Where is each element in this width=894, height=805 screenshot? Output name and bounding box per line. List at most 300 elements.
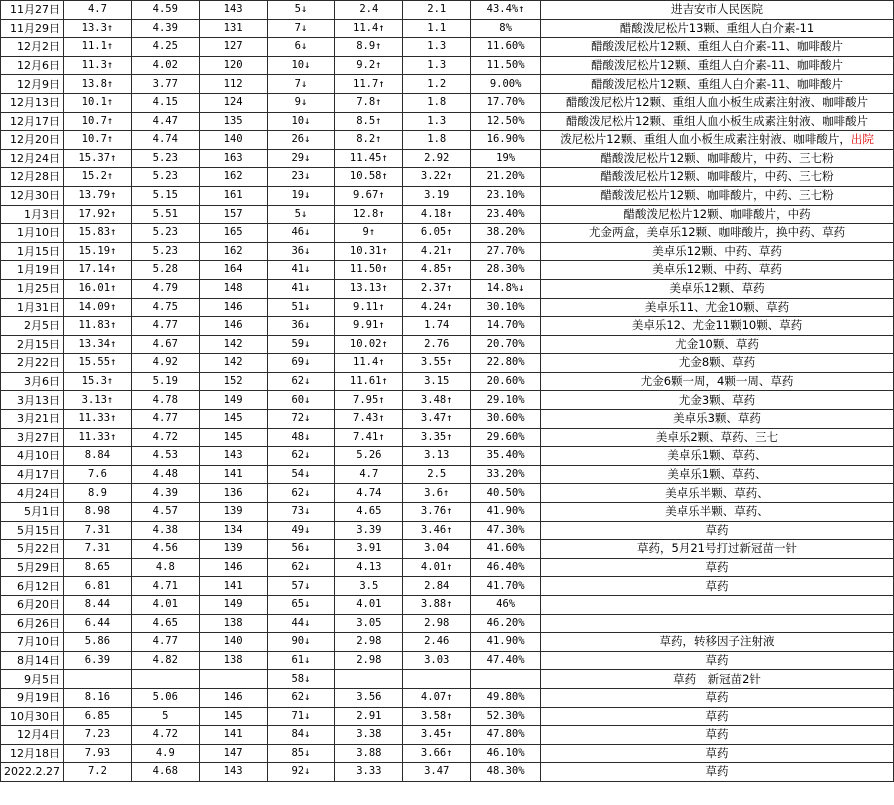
value-cell[interactable] bbox=[403, 56, 471, 75]
value-cell[interactable] bbox=[267, 93, 335, 112]
note-cell[interactable] bbox=[541, 38, 894, 57]
date-cell[interactable] bbox=[1, 75, 64, 94]
value-cell[interactable] bbox=[335, 484, 403, 503]
value-cell[interactable] bbox=[335, 688, 403, 707]
value-cell[interactable] bbox=[63, 577, 131, 596]
value-cell[interactable] bbox=[403, 763, 471, 782]
value-cell[interactable] bbox=[63, 688, 131, 707]
value-cell[interactable] bbox=[471, 540, 541, 559]
value-cell[interactable] bbox=[131, 372, 199, 391]
value-cell[interactable] bbox=[131, 335, 199, 354]
note-cell[interactable] bbox=[541, 1, 894, 20]
date-cell[interactable] bbox=[1, 726, 64, 745]
value-cell[interactable] bbox=[131, 614, 199, 633]
value-cell[interactable] bbox=[199, 688, 267, 707]
value-cell[interactable] bbox=[335, 168, 403, 187]
note-cell[interactable] bbox=[541, 372, 894, 391]
value-cell[interactable] bbox=[267, 112, 335, 131]
value-cell[interactable] bbox=[63, 707, 131, 726]
value-cell[interactable] bbox=[63, 763, 131, 782]
value-cell[interactable] bbox=[403, 428, 471, 447]
value-cell[interactable] bbox=[267, 633, 335, 652]
value-cell[interactable] bbox=[403, 465, 471, 484]
value-cell[interactable] bbox=[335, 503, 403, 522]
value-cell[interactable] bbox=[403, 186, 471, 205]
note-cell[interactable] bbox=[541, 224, 894, 243]
date-cell[interactable] bbox=[1, 186, 64, 205]
note-cell[interactable] bbox=[541, 651, 894, 670]
value-cell[interactable] bbox=[335, 372, 403, 391]
value-cell[interactable] bbox=[267, 38, 335, 57]
value-cell[interactable] bbox=[335, 131, 403, 150]
value-cell[interactable] bbox=[267, 410, 335, 429]
note-cell[interactable] bbox=[541, 503, 894, 522]
value-cell[interactable] bbox=[131, 205, 199, 224]
value-cell[interactable] bbox=[267, 1, 335, 20]
value-cell[interactable] bbox=[403, 447, 471, 466]
value-cell[interactable] bbox=[131, 726, 199, 745]
value-cell[interactable] bbox=[63, 75, 131, 94]
value-cell[interactable] bbox=[335, 521, 403, 540]
value-cell[interactable] bbox=[267, 465, 335, 484]
value-cell[interactable] bbox=[267, 354, 335, 373]
value-cell[interactable] bbox=[403, 131, 471, 150]
value-cell[interactable] bbox=[267, 577, 335, 596]
value-cell[interactable] bbox=[131, 465, 199, 484]
value-cell[interactable] bbox=[131, 75, 199, 94]
value-cell[interactable] bbox=[199, 707, 267, 726]
value-cell[interactable] bbox=[63, 205, 131, 224]
value-cell[interactable] bbox=[131, 56, 199, 75]
value-cell[interactable] bbox=[471, 558, 541, 577]
value-cell[interactable] bbox=[403, 503, 471, 522]
value-cell[interactable] bbox=[267, 503, 335, 522]
value-cell[interactable] bbox=[63, 279, 131, 298]
value-cell[interactable] bbox=[267, 298, 335, 317]
value-cell[interactable] bbox=[267, 335, 335, 354]
value-cell[interactable] bbox=[63, 410, 131, 429]
value-cell[interactable] bbox=[199, 279, 267, 298]
date-cell[interactable] bbox=[1, 447, 64, 466]
value-cell[interactable] bbox=[471, 317, 541, 336]
value-cell[interactable] bbox=[63, 726, 131, 745]
note-cell[interactable] bbox=[541, 410, 894, 429]
value-cell[interactable] bbox=[131, 131, 199, 150]
note-cell[interactable] bbox=[541, 614, 894, 633]
value-cell[interactable] bbox=[267, 540, 335, 559]
note-cell[interactable] bbox=[541, 354, 894, 373]
value-cell[interactable] bbox=[131, 558, 199, 577]
value-cell[interactable] bbox=[131, 242, 199, 261]
value-cell[interactable] bbox=[199, 410, 267, 429]
value-cell[interactable] bbox=[471, 372, 541, 391]
value-cell[interactable] bbox=[335, 465, 403, 484]
value-cell[interactable] bbox=[199, 503, 267, 522]
value-cell[interactable] bbox=[471, 354, 541, 373]
date-cell[interactable] bbox=[1, 19, 64, 38]
note-cell[interactable] bbox=[541, 688, 894, 707]
date-cell[interactable] bbox=[1, 503, 64, 522]
value-cell[interactable] bbox=[131, 317, 199, 336]
value-cell[interactable] bbox=[335, 93, 403, 112]
value-cell[interactable] bbox=[63, 93, 131, 112]
value-cell[interactable] bbox=[471, 242, 541, 261]
value-cell[interactable] bbox=[403, 484, 471, 503]
value-cell[interactable] bbox=[335, 391, 403, 410]
value-cell[interactable] bbox=[471, 186, 541, 205]
value-cell[interactable] bbox=[335, 354, 403, 373]
value-cell[interactable] bbox=[335, 410, 403, 429]
value-cell[interactable] bbox=[471, 131, 541, 150]
value-cell[interactable] bbox=[199, 633, 267, 652]
date-cell[interactable] bbox=[1, 205, 64, 224]
value-cell[interactable] bbox=[63, 56, 131, 75]
value-cell[interactable] bbox=[63, 465, 131, 484]
value-cell[interactable] bbox=[199, 391, 267, 410]
note-cell[interactable] bbox=[541, 149, 894, 168]
value-cell[interactable] bbox=[199, 112, 267, 131]
value-cell[interactable] bbox=[199, 75, 267, 94]
value-cell[interactable] bbox=[267, 149, 335, 168]
value-cell[interactable] bbox=[335, 19, 403, 38]
note-cell[interactable] bbox=[541, 707, 894, 726]
note-cell[interactable] bbox=[541, 261, 894, 280]
date-cell[interactable] bbox=[1, 614, 64, 633]
date-cell[interactable] bbox=[1, 93, 64, 112]
value-cell[interactable] bbox=[335, 614, 403, 633]
value-cell[interactable] bbox=[199, 651, 267, 670]
value-cell[interactable] bbox=[471, 391, 541, 410]
value-cell[interactable] bbox=[471, 633, 541, 652]
value-cell[interactable] bbox=[267, 596, 335, 615]
value-cell[interactable] bbox=[267, 744, 335, 763]
value-cell[interactable] bbox=[471, 168, 541, 187]
value-cell[interactable] bbox=[131, 38, 199, 57]
value-cell[interactable] bbox=[199, 670, 267, 689]
value-cell[interactable] bbox=[471, 205, 541, 224]
value-cell[interactable] bbox=[199, 540, 267, 559]
value-cell[interactable] bbox=[471, 670, 541, 689]
value-cell[interactable] bbox=[471, 298, 541, 317]
value-cell[interactable] bbox=[267, 651, 335, 670]
value-cell[interactable] bbox=[199, 428, 267, 447]
date-cell[interactable] bbox=[1, 317, 64, 336]
value-cell[interactable] bbox=[403, 224, 471, 243]
value-cell[interactable] bbox=[335, 38, 403, 57]
value-cell[interactable] bbox=[63, 651, 131, 670]
value-cell[interactable] bbox=[335, 744, 403, 763]
value-cell[interactable] bbox=[131, 596, 199, 615]
value-cell[interactable] bbox=[335, 186, 403, 205]
note-cell[interactable] bbox=[541, 465, 894, 484]
date-cell[interactable] bbox=[1, 279, 64, 298]
note-cell[interactable] bbox=[541, 577, 894, 596]
value-cell[interactable] bbox=[471, 149, 541, 168]
value-cell[interactable] bbox=[63, 186, 131, 205]
value-cell[interactable] bbox=[199, 93, 267, 112]
value-cell[interactable] bbox=[471, 410, 541, 429]
date-cell[interactable] bbox=[1, 744, 64, 763]
note-cell[interactable] bbox=[541, 540, 894, 559]
value-cell[interactable] bbox=[131, 149, 199, 168]
value-cell[interactable] bbox=[63, 744, 131, 763]
value-cell[interactable] bbox=[63, 335, 131, 354]
value-cell[interactable] bbox=[335, 707, 403, 726]
value-cell[interactable] bbox=[131, 484, 199, 503]
value-cell[interactable] bbox=[63, 372, 131, 391]
value-cell[interactable] bbox=[131, 93, 199, 112]
value-cell[interactable] bbox=[267, 242, 335, 261]
value-cell[interactable] bbox=[63, 670, 131, 689]
value-cell[interactable] bbox=[267, 614, 335, 633]
value-cell[interactable] bbox=[471, 614, 541, 633]
value-cell[interactable] bbox=[471, 56, 541, 75]
value-cell[interactable] bbox=[335, 633, 403, 652]
value-cell[interactable] bbox=[199, 168, 267, 187]
date-cell[interactable] bbox=[1, 261, 64, 280]
value-cell[interactable] bbox=[267, 670, 335, 689]
value-cell[interactable] bbox=[63, 428, 131, 447]
value-cell[interactable] bbox=[63, 242, 131, 261]
value-cell[interactable] bbox=[403, 540, 471, 559]
value-cell[interactable] bbox=[199, 298, 267, 317]
value-cell[interactable] bbox=[471, 763, 541, 782]
value-cell[interactable] bbox=[471, 707, 541, 726]
value-cell[interactable] bbox=[131, 503, 199, 522]
note-cell[interactable] bbox=[541, 763, 894, 782]
note-cell[interactable] bbox=[541, 242, 894, 261]
value-cell[interactable] bbox=[63, 19, 131, 38]
value-cell[interactable] bbox=[471, 596, 541, 615]
value-cell[interactable] bbox=[403, 168, 471, 187]
value-cell[interactable] bbox=[471, 651, 541, 670]
date-cell[interactable] bbox=[1, 596, 64, 615]
value-cell[interactable] bbox=[403, 1, 471, 20]
date-cell[interactable] bbox=[1, 707, 64, 726]
date-cell[interactable] bbox=[1, 521, 64, 540]
value-cell[interactable] bbox=[471, 261, 541, 280]
note-cell[interactable] bbox=[541, 168, 894, 187]
value-cell[interactable] bbox=[63, 484, 131, 503]
date-cell[interactable] bbox=[1, 354, 64, 373]
value-cell[interactable] bbox=[267, 205, 335, 224]
value-cell[interactable] bbox=[267, 317, 335, 336]
note-cell[interactable] bbox=[541, 56, 894, 75]
value-cell[interactable] bbox=[267, 521, 335, 540]
value-cell[interactable] bbox=[267, 224, 335, 243]
value-cell[interactable] bbox=[335, 317, 403, 336]
value-cell[interactable] bbox=[199, 261, 267, 280]
value-cell[interactable] bbox=[335, 112, 403, 131]
value-cell[interactable] bbox=[63, 131, 131, 150]
note-cell[interactable] bbox=[541, 112, 894, 131]
value-cell[interactable] bbox=[199, 372, 267, 391]
value-cell[interactable] bbox=[335, 205, 403, 224]
value-cell[interactable] bbox=[199, 335, 267, 354]
value-cell[interactable] bbox=[403, 688, 471, 707]
date-cell[interactable] bbox=[1, 465, 64, 484]
value-cell[interactable] bbox=[335, 428, 403, 447]
value-cell[interactable] bbox=[403, 75, 471, 94]
value-cell[interactable] bbox=[335, 726, 403, 745]
note-cell[interactable] bbox=[541, 75, 894, 94]
value-cell[interactable] bbox=[403, 354, 471, 373]
value-cell[interactable] bbox=[403, 744, 471, 763]
value-cell[interactable] bbox=[403, 112, 471, 131]
value-cell[interactable] bbox=[335, 56, 403, 75]
value-cell[interactable] bbox=[335, 558, 403, 577]
note-cell[interactable] bbox=[541, 428, 894, 447]
value-cell[interactable] bbox=[403, 279, 471, 298]
value-cell[interactable] bbox=[131, 763, 199, 782]
note-cell[interactable] bbox=[541, 335, 894, 354]
value-cell[interactable] bbox=[471, 224, 541, 243]
note-cell[interactable] bbox=[541, 633, 894, 652]
date-cell[interactable] bbox=[1, 577, 64, 596]
value-cell[interactable] bbox=[63, 447, 131, 466]
date-cell[interactable] bbox=[1, 763, 64, 782]
date-cell[interactable] bbox=[1, 410, 64, 429]
value-cell[interactable] bbox=[403, 372, 471, 391]
date-cell[interactable] bbox=[1, 688, 64, 707]
date-cell[interactable] bbox=[1, 1, 64, 20]
note-cell[interactable] bbox=[541, 447, 894, 466]
date-cell[interactable] bbox=[1, 428, 64, 447]
value-cell[interactable] bbox=[131, 354, 199, 373]
value-cell[interactable] bbox=[63, 558, 131, 577]
value-cell[interactable] bbox=[471, 744, 541, 763]
value-cell[interactable] bbox=[63, 224, 131, 243]
note-cell[interactable] bbox=[541, 484, 894, 503]
note-cell[interactable] bbox=[541, 205, 894, 224]
value-cell[interactable] bbox=[403, 242, 471, 261]
value-cell[interactable] bbox=[267, 19, 335, 38]
date-cell[interactable] bbox=[1, 242, 64, 261]
value-cell[interactable] bbox=[131, 279, 199, 298]
value-cell[interactable] bbox=[403, 521, 471, 540]
value-cell[interactable] bbox=[335, 149, 403, 168]
value-cell[interactable] bbox=[63, 503, 131, 522]
note-cell[interactable] bbox=[541, 596, 894, 615]
date-cell[interactable] bbox=[1, 56, 64, 75]
value-cell[interactable] bbox=[63, 149, 131, 168]
date-cell[interactable] bbox=[1, 558, 64, 577]
value-cell[interactable] bbox=[131, 744, 199, 763]
value-cell[interactable] bbox=[63, 168, 131, 187]
value-cell[interactable] bbox=[471, 428, 541, 447]
value-cell[interactable] bbox=[471, 465, 541, 484]
value-cell[interactable] bbox=[335, 298, 403, 317]
value-cell[interactable] bbox=[403, 149, 471, 168]
date-cell[interactable] bbox=[1, 540, 64, 559]
value-cell[interactable] bbox=[199, 317, 267, 336]
value-cell[interactable] bbox=[199, 1, 267, 20]
value-cell[interactable] bbox=[471, 335, 541, 354]
value-cell[interactable] bbox=[335, 75, 403, 94]
value-cell[interactable] bbox=[471, 447, 541, 466]
value-cell[interactable] bbox=[267, 391, 335, 410]
value-cell[interactable] bbox=[403, 614, 471, 633]
date-cell[interactable] bbox=[1, 335, 64, 354]
value-cell[interactable] bbox=[199, 242, 267, 261]
value-cell[interactable] bbox=[267, 707, 335, 726]
value-cell[interactable] bbox=[335, 261, 403, 280]
value-cell[interactable] bbox=[199, 19, 267, 38]
value-cell[interactable] bbox=[199, 56, 267, 75]
date-cell[interactable] bbox=[1, 670, 64, 689]
date-cell[interactable] bbox=[1, 38, 64, 57]
value-cell[interactable] bbox=[403, 577, 471, 596]
value-cell[interactable] bbox=[63, 596, 131, 615]
value-cell[interactable] bbox=[335, 1, 403, 20]
value-cell[interactable] bbox=[199, 354, 267, 373]
value-cell[interactable] bbox=[199, 596, 267, 615]
note-cell[interactable] bbox=[541, 279, 894, 298]
value-cell[interactable] bbox=[267, 261, 335, 280]
value-cell[interactable] bbox=[199, 726, 267, 745]
note-cell[interactable] bbox=[541, 131, 894, 150]
value-cell[interactable] bbox=[131, 707, 199, 726]
value-cell[interactable] bbox=[199, 224, 267, 243]
value-cell[interactable] bbox=[199, 186, 267, 205]
value-cell[interactable] bbox=[199, 577, 267, 596]
value-cell[interactable] bbox=[267, 186, 335, 205]
note-cell[interactable] bbox=[541, 558, 894, 577]
value-cell[interactable] bbox=[199, 149, 267, 168]
value-cell[interactable] bbox=[335, 577, 403, 596]
value-cell[interactable] bbox=[471, 279, 541, 298]
value-cell[interactable] bbox=[335, 279, 403, 298]
note-cell[interactable] bbox=[541, 744, 894, 763]
value-cell[interactable] bbox=[403, 205, 471, 224]
value-cell[interactable] bbox=[335, 670, 403, 689]
value-cell[interactable] bbox=[471, 75, 541, 94]
value-cell[interactable] bbox=[267, 75, 335, 94]
value-cell[interactable] bbox=[267, 558, 335, 577]
note-cell[interactable] bbox=[541, 186, 894, 205]
value-cell[interactable] bbox=[471, 112, 541, 131]
value-cell[interactable] bbox=[63, 1, 131, 20]
value-cell[interactable] bbox=[131, 19, 199, 38]
value-cell[interactable] bbox=[471, 1, 541, 20]
value-cell[interactable] bbox=[403, 707, 471, 726]
value-cell[interactable] bbox=[63, 112, 131, 131]
value-cell[interactable] bbox=[131, 298, 199, 317]
value-cell[interactable] bbox=[131, 521, 199, 540]
value-cell[interactable] bbox=[199, 205, 267, 224]
value-cell[interactable] bbox=[267, 279, 335, 298]
value-cell[interactable] bbox=[63, 614, 131, 633]
value-cell[interactable] bbox=[63, 317, 131, 336]
value-cell[interactable] bbox=[63, 391, 131, 410]
date-cell[interactable] bbox=[1, 224, 64, 243]
value-cell[interactable] bbox=[403, 19, 471, 38]
date-cell[interactable] bbox=[1, 391, 64, 410]
value-cell[interactable] bbox=[199, 763, 267, 782]
value-cell[interactable] bbox=[63, 261, 131, 280]
value-cell[interactable] bbox=[199, 131, 267, 150]
value-cell[interactable] bbox=[199, 614, 267, 633]
value-cell[interactable] bbox=[131, 261, 199, 280]
note-cell[interactable] bbox=[541, 19, 894, 38]
value-cell[interactable] bbox=[267, 484, 335, 503]
value-cell[interactable] bbox=[131, 112, 199, 131]
date-cell[interactable] bbox=[1, 112, 64, 131]
date-cell[interactable] bbox=[1, 484, 64, 503]
value-cell[interactable] bbox=[335, 224, 403, 243]
note-cell[interactable] bbox=[541, 93, 894, 112]
note-cell[interactable] bbox=[541, 726, 894, 745]
